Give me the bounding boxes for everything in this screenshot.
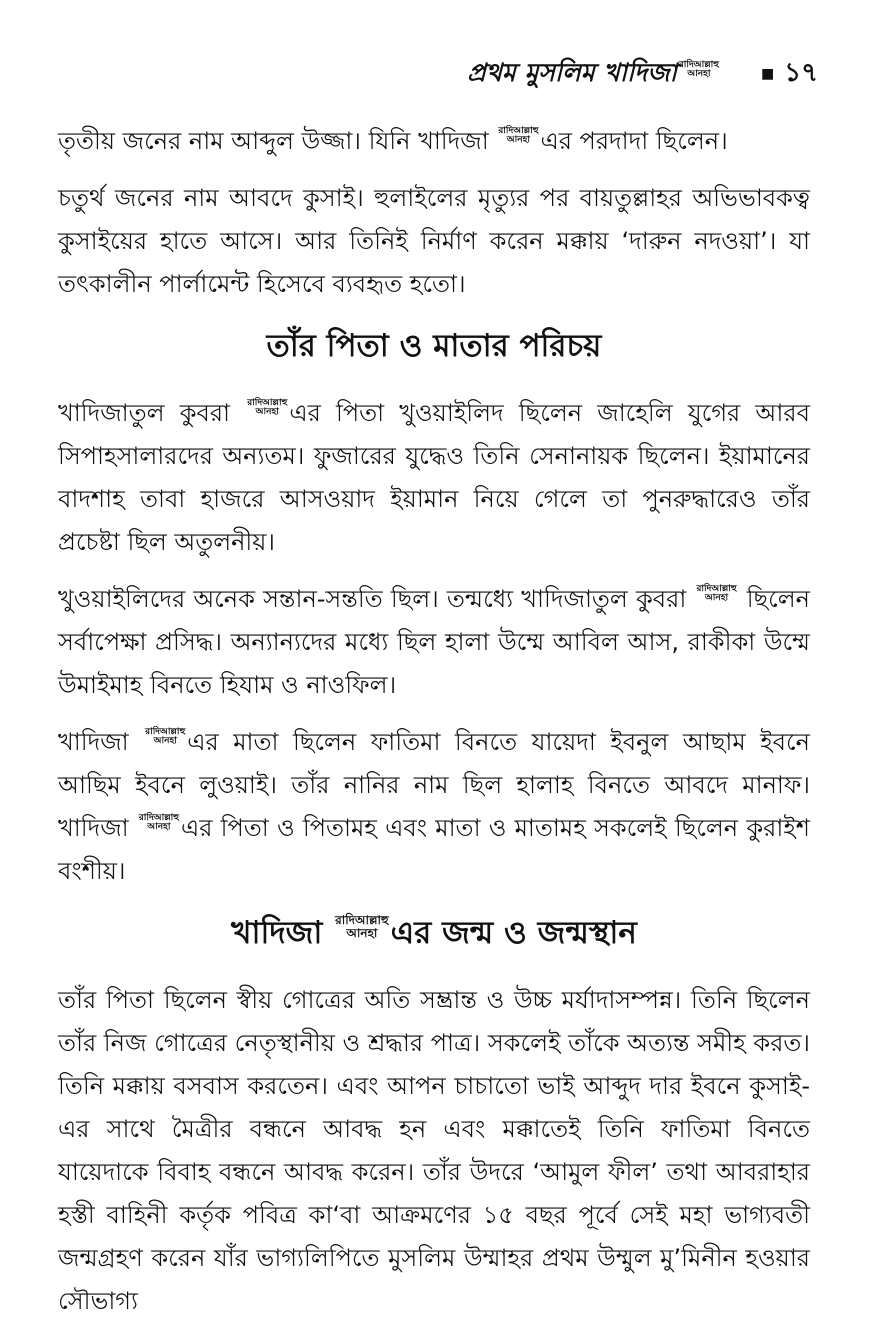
paragraph-5: খাদিজা রাদিআল্লাহু আনহা এর মাতা ছিলেন ফাতিমা বিনতে যায়েদা ইবনুল আছাম ইবনে আছিম ইবনে লুওয়াই। তাঁর নানির নাম ছিল হালাহ বিনতে আবদে মানাফ। খাদিজা রাদিআল্লাহু আনহা এর পিতা ও পিতামহ এবং মাতা ও মাতামহ সকলেই ছিলেন কুরাইশ বংশীয়। bbox=[58, 726, 810, 885]
running-header bbox=[0, 52, 818, 96]
paragraph-4: খুওয়াইলিদের অনেক সন্তান-সন্ততি ছিল। তন্মধ্যে খাদিজাতুল কুবরা রাদিআল্লাহু আনহা ছিলেন সর্বাপেক্ষা প্রসিদ্ধ। অন্যান্যদের মধ্যে ছিল হালা উম্মে আবিল আস, রাকীকা উম্মে উমাইমাহ বিনতে হিযাম ও নাওফিল। bbox=[58, 583, 811, 699]
page-body bbox=[58, 120, 810, 1337]
paragraph-6: তাঁর পিতা ছিলেন স্বীয় গোত্রের অতি সম্ভ্রান্ত ও উচ্চ মর্যাদাসম্পন্ন। তিনি ছিলেন তাঁর নিজ গোত্রের নেতৃস্থানীয় ও শ্রদ্ধার পাত্র। সকলেই তাঁকে অত্যন্ত সমীহ করত। তিনি মক্কায় বসবাস করতেন। এবং আপন চাচাতো ভাই আব্দুদ দার ইবনে কুসাই-এর সাথে মৈত্রীর বন্ধনে আবদ্ধ হন এবং মক্কাতেই তিনি ফাতিমা বিনতে যায়েদাকে বিবাহ বন্ধনে আবদ্ধ করেন। তাঁর উদরে ‘আমুল ফীল’ তথা আবরাহার হস্তী বাহিনী কর্তৃক পবিত্র কা‘বা আক্রমণের ১৫ বছর পূর্বে সেই মহা ভাগ্যবতী জন্মগ্রহণ করেন যাঁর ভাগ্যলিপিতে মুসলিম উম্মাহর প্রথম উম্মুল মু’মিনীন হওয়ার সৌভাগ্য bbox=[58, 986, 810, 1315]
paragraph-1: তৃতীয় জনের নাম আব্দুল উজ্জা। যিনি খাদিজা রাদিআল্লাহু আনহা এর পরদাদা ছিলেন। bbox=[58, 125, 728, 155]
section-heading-parents: তাঁর পিতা ও মাতার পরিচয় bbox=[266, 328, 602, 364]
honorific-mark: রাদিআল্লাহু আনহা bbox=[678, 59, 719, 79]
honorific-mark: রাদিআল্লাহু আনহা bbox=[138, 812, 179, 832]
page-number: ১৭ bbox=[784, 58, 818, 88]
honorific-mark: রাদিআল্লাহু আনহা bbox=[247, 397, 288, 417]
section-heading-birth: খাদিজা রাদিআল্লাহু আনহা এর জন্ম ও জন্মস্থান bbox=[231, 912, 637, 951]
honorific-mark: রাদিআল্লাহু আনহা bbox=[696, 583, 737, 603]
running-title: প্রথম মুসলিম খাদিজা bbox=[467, 57, 677, 87]
honorific-mark: রাদিআল্লাহু আনহা bbox=[498, 125, 539, 145]
paragraph-2: চতুর্থ জনের নাম আবদে কুসাই। হুলাইলের মৃত্যুর পর বায়তুল্লাহর অভিভাবকত্ব কুসাইয়ের হাতে আসে। আর তিনিই নির্মাণ করেন মক্কায় ‘দারুন নদওয়া’। যা তৎকালীন পার্লামেন্ট হিসেবে ব্যবহৃত হতো। bbox=[58, 184, 810, 298]
honorific-mark: রাদিআল্লাহু আনহা bbox=[335, 912, 389, 940]
honorific-mark: রাদিআল্লাহু আনহা bbox=[145, 726, 186, 746]
separator-square-icon: ■ bbox=[760, 66, 775, 82]
paragraph-3: খাদিজাতুল কুবরা রাদিআল্লাহু আনহা এর পিতা খুওয়াইলিদ ছিলেন জাহেলি যুগের আরব সিপাহসালারদের অন্যতম। ফুজারের যুদ্ধেও তিনি সেনানায়ক ছিলেন। ইয়ামানের বাদশাহ তাবা হাজরে আসওয়াদ ইয়ামান নিয়ে গেলে তা পুনরুদ্ধারেও তাঁর প্রচেষ্টা ছিল অতুলনীয়। bbox=[58, 397, 810, 556]
